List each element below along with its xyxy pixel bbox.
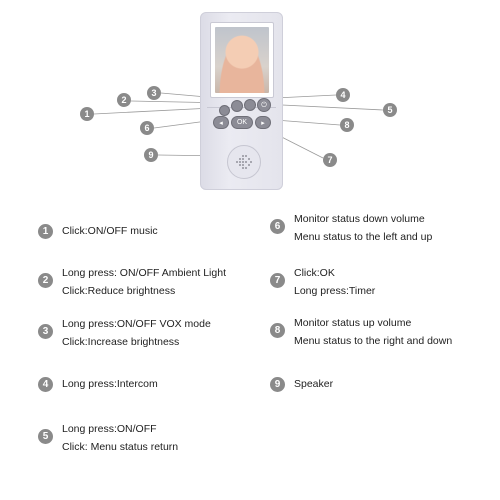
legend-number-5: 5 [38, 429, 53, 444]
ok-label: OK [236, 119, 248, 126]
device-screen [210, 22, 274, 98]
legend-number-7: 7 [270, 273, 285, 288]
legend-number-3: 3 [38, 324, 53, 339]
legend-number-2: 2 [38, 273, 53, 288]
baby-monitor-device [200, 12, 283, 190]
vox-button[interactable] [244, 99, 256, 111]
legend-number-4: 4 [38, 377, 53, 392]
ok-button[interactable] [231, 116, 253, 129]
power-icon: ⏻ [261, 101, 267, 109]
legend-text-8: Monitor status up volume Menu status to the right and down [294, 317, 453, 347]
music-button[interactable] [219, 105, 230, 116]
callout-5: 5 [383, 103, 397, 117]
legend-number-6: 6 [270, 219, 285, 234]
right-volume-up-button[interactable] [255, 116, 271, 129]
brightness-down-button[interactable] [231, 100, 243, 112]
legend-text-7: Click:OK Long press:Timer [294, 267, 376, 297]
power-button[interactable] [257, 98, 271, 112]
legend-text-1: Click:ON/OFF music [62, 225, 158, 237]
legend-text-9: Speaker [294, 378, 334, 390]
legend-text-3: Long press:ON/OFF VOX mode Click:Increase brightness [62, 318, 211, 348]
speaker-grille-icon [227, 145, 261, 179]
device-diagram [0, 0, 500, 200]
legend-number-9: 9 [270, 377, 285, 392]
callout-7: 7 [323, 153, 337, 167]
legend-text-4: Long press:Intercom [62, 378, 158, 390]
callout-3: 3 [147, 86, 161, 100]
left-volume-down-button[interactable] [213, 116, 229, 129]
legend-text-2: Long press: ON/OFF Ambient Light Click:Reduce brightness [62, 267, 226, 297]
callout-4: 4 [336, 88, 350, 102]
callout-6: 6 [140, 121, 154, 135]
legend-number-8: 8 [270, 323, 285, 338]
right-arrow-icon: ▸ [261, 119, 265, 127]
baby-photo-image [215, 27, 269, 93]
legend-text-6: Monitor status down volume Menu status to the left and up [294, 213, 433, 243]
callout-8: 8 [340, 118, 354, 132]
callout-9: 9 [144, 148, 158, 162]
legend-number-1: 1 [38, 224, 53, 239]
callout-2: 2 [117, 93, 131, 107]
callout-1: 1 [80, 107, 94, 121]
left-arrow-icon: ◂ [219, 119, 223, 127]
legend-text-5: Long press:ON/OFF Click: Menu status return [62, 423, 179, 453]
